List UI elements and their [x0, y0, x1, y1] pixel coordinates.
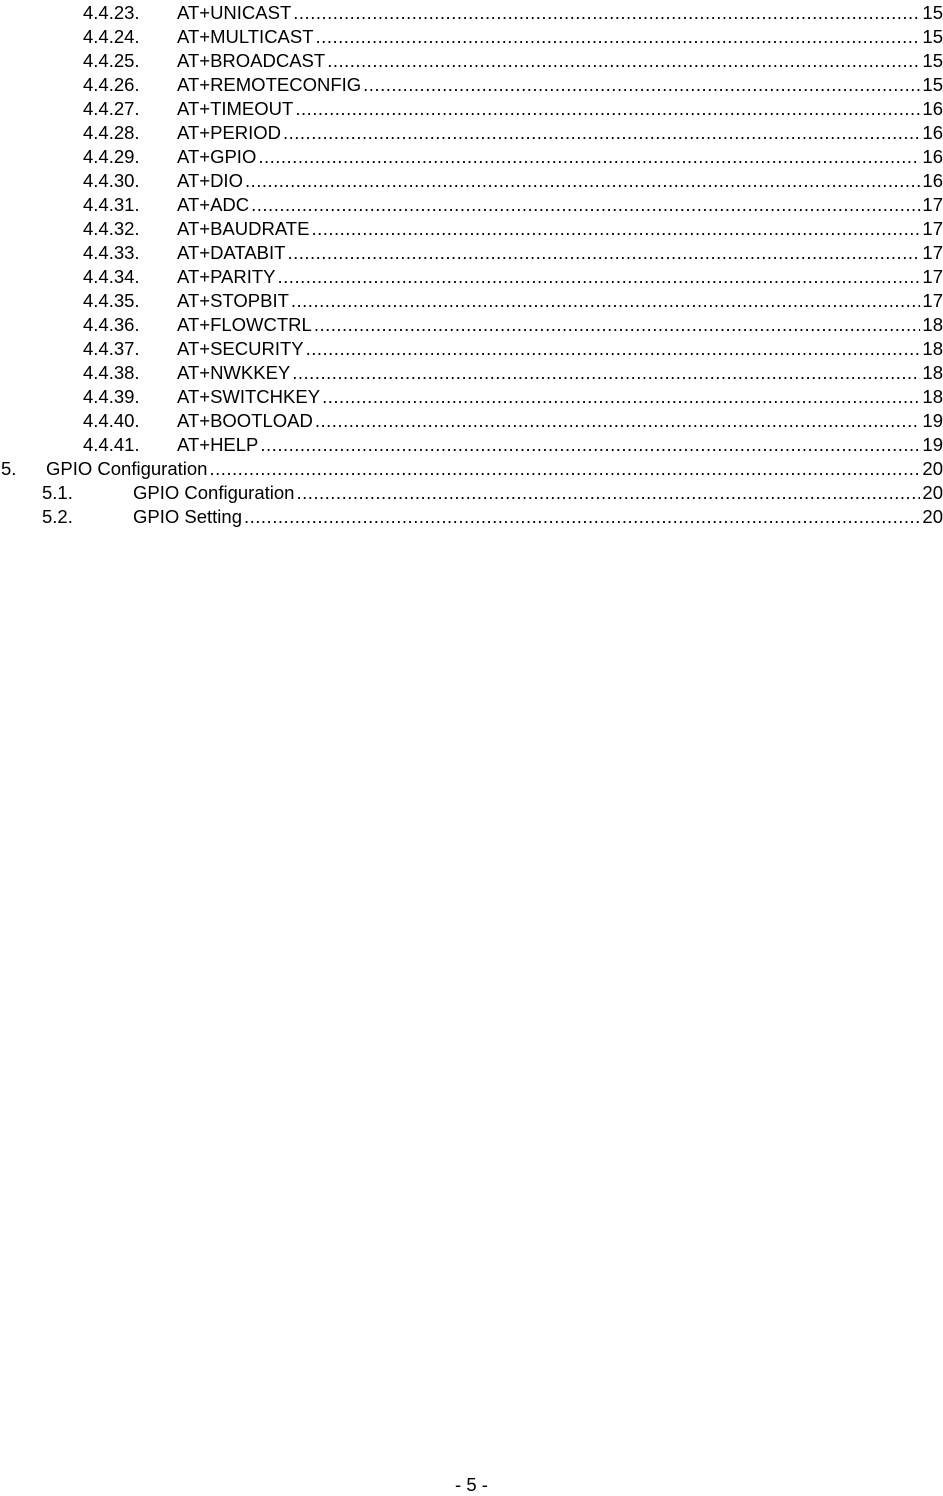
toc-entry-title: AT+PERIOD — [177, 122, 281, 143]
toc-entry-page: 18 — [922, 362, 943, 383]
toc-entry-title: AT+STOPBIT — [177, 290, 289, 311]
toc-entry-line — [177, 50, 943, 72]
toc-entry-line — [133, 482, 943, 504]
toc-entry-line — [177, 362, 943, 384]
toc-entry-page: 17 — [922, 218, 943, 239]
toc-entry-page: 17 — [922, 242, 943, 263]
toc-entry[interactable] — [0, 408, 943, 432]
toc-entry[interactable] — [0, 168, 943, 192]
toc-entry-number: 4.4.26. — [83, 74, 140, 95]
toc-entry-page: 17 — [922, 266, 943, 287]
toc-entry-number: 4.4.37. — [83, 338, 140, 359]
dot-leader — [209, 458, 920, 480]
toc-entry-title: AT+NWKKEY — [177, 362, 291, 383]
toc-entry-title: AT+REMOTECONFIG — [177, 74, 362, 95]
toc-entry-page: 16 — [922, 98, 943, 119]
toc-entry-number: 4.4.32. — [83, 218, 140, 239]
toc-entry-number: 4.4.31. — [83, 194, 140, 215]
toc-entry-line — [177, 170, 943, 192]
toc-entry[interactable] — [0, 480, 943, 504]
toc-entry-number: 4.4.25. — [83, 50, 140, 71]
toc-entry-line — [177, 314, 943, 336]
toc-entry-page: 15 — [922, 26, 943, 47]
toc-entry-number: 4.4.27. — [83, 98, 140, 119]
toc-entry-number: 4.4.40. — [83, 410, 140, 431]
table-of-contents — [0, 0, 943, 528]
dot-leader — [311, 218, 920, 240]
toc-entry-page: 16 — [922, 146, 943, 167]
toc-entry-title: AT+FLOWCTRL — [177, 314, 312, 335]
toc-entry-number: 4.4.41. — [83, 434, 140, 455]
toc-entry-page: 15 — [922, 2, 943, 23]
dot-leader — [322, 386, 920, 408]
dot-leader — [287, 242, 920, 264]
page-number: - 5 - — [455, 1474, 488, 1495]
toc-entry-title: AT+ADC — [177, 194, 250, 215]
toc-entry-page: 20 — [922, 482, 943, 503]
toc-entry-title: AT+HELP — [177, 434, 259, 455]
dot-leader — [251, 194, 920, 216]
toc-entry-page: 18 — [922, 386, 943, 407]
toc-entry-page: 20 — [922, 506, 943, 527]
toc-entry-number: 5.2. — [42, 506, 73, 527]
toc-entry-line — [177, 194, 943, 216]
toc-entry[interactable] — [0, 504, 943, 528]
dot-leader — [314, 314, 921, 336]
toc-entry-number: 4.4.30. — [83, 170, 140, 191]
toc-entry-number: 4.4.29. — [83, 146, 140, 167]
toc-entry[interactable] — [0, 72, 943, 96]
toc-entry-number: 4.4.33. — [83, 242, 140, 263]
dot-leader — [295, 98, 920, 120]
toc-entry-line — [177, 26, 943, 48]
toc-entry-page: 15 — [922, 74, 943, 95]
toc-entry[interactable] — [0, 288, 943, 312]
toc-entry[interactable] — [0, 144, 943, 168]
toc-entry[interactable] — [0, 240, 943, 264]
dot-leader — [283, 122, 920, 144]
dot-leader — [327, 50, 920, 72]
dot-leader — [306, 338, 921, 360]
toc-entry-number: 4.4.38. — [83, 362, 140, 383]
toc-entry-line — [177, 386, 943, 408]
toc-entry-number: 4.4.39. — [83, 386, 140, 407]
toc-entry-line — [177, 410, 943, 432]
toc-entry-line — [177, 434, 943, 456]
toc-entry-number: 4.4.24. — [83, 26, 140, 47]
toc-entry-line — [177, 266, 943, 288]
toc-entry[interactable] — [0, 48, 943, 72]
toc-entry-number: 4.4.36. — [83, 314, 140, 335]
toc-entry[interactable] — [0, 120, 943, 144]
toc-entry[interactable] — [0, 456, 943, 480]
toc-entry-number: 5.1. — [42, 482, 73, 503]
toc-entry-title: AT+BROADCAST — [177, 50, 326, 71]
toc-entry-page: 18 — [922, 338, 943, 359]
toc-entry-title: AT+DIO — [177, 170, 243, 191]
toc-entry-number: 4.4.35. — [83, 290, 140, 311]
toc-entry-page: 17 — [922, 290, 943, 311]
toc-entry-number: 5. — [1, 458, 17, 479]
dot-leader — [315, 410, 921, 432]
dot-leader — [245, 170, 920, 192]
toc-entry-line — [177, 122, 943, 144]
toc-entry-title: AT+PARITY — [177, 266, 276, 287]
toc-entry-line — [177, 146, 943, 168]
dot-leader — [258, 146, 920, 168]
toc-entry[interactable] — [0, 24, 943, 48]
toc-entry-title: AT+DATABIT — [177, 242, 286, 263]
toc-entry[interactable] — [0, 216, 943, 240]
toc-entry-line — [46, 458, 943, 480]
toc-entry-page: 17 — [922, 194, 943, 215]
dot-leader — [260, 434, 920, 456]
toc-entry[interactable] — [0, 432, 943, 456]
toc-entry-title: GPIO Setting — [133, 506, 242, 527]
toc-entry-page: 16 — [922, 122, 943, 143]
dot-leader — [291, 290, 921, 312]
toc-entry-title: AT+GPIO — [177, 146, 257, 167]
toc-entry-title: GPIO Configuration — [46, 458, 208, 479]
toc-entry-title: AT+TIMEOUT — [177, 98, 294, 119]
toc-entry-page: 18 — [922, 314, 943, 335]
toc-entry-line — [177, 338, 943, 360]
dot-leader — [363, 74, 920, 96]
toc-entry-page: 15 — [922, 50, 943, 71]
toc-entry-title: AT+UNICAST — [177, 2, 292, 23]
dot-leader — [292, 362, 920, 384]
toc-entry-number: 4.4.23. — [83, 2, 140, 23]
toc-entry-number: 4.4.28. — [83, 122, 140, 143]
toc-entry-page: 19 — [922, 434, 943, 455]
toc-entry-title: GPIO Configuration — [133, 482, 295, 503]
toc-entry[interactable] — [0, 264, 943, 288]
toc-entry-line — [177, 74, 943, 96]
toc-entry[interactable] — [0, 192, 943, 216]
toc-entry[interactable] — [0, 96, 943, 120]
toc-entry-title: AT+SWITCHKEY — [177, 386, 321, 407]
dot-leader — [316, 26, 921, 48]
toc-entry[interactable] — [0, 312, 943, 336]
toc-entry-title: AT+BAUDRATE — [177, 218, 310, 239]
toc-entry-number: 4.4.34. — [83, 266, 140, 287]
toc-entry-line — [177, 2, 943, 24]
toc-entry-line — [177, 290, 943, 312]
toc-entry-title: AT+BOOTLOAD — [177, 410, 313, 431]
toc-entry[interactable] — [0, 0, 943, 24]
dot-leader — [278, 266, 921, 288]
toc-entry-line — [177, 242, 943, 264]
toc-entry-page: 19 — [922, 410, 943, 431]
toc-entry-line — [177, 98, 943, 120]
toc-entry[interactable] — [0, 336, 943, 360]
dot-leader — [244, 506, 920, 528]
toc-entry-line — [133, 506, 943, 528]
toc-entry-title: AT+SECURITY — [177, 338, 304, 359]
toc-entry-title: AT+MULTICAST — [177, 26, 314, 47]
toc-entry-page: 20 — [922, 458, 943, 479]
dot-leader — [296, 482, 920, 504]
toc-entry[interactable] — [0, 360, 943, 384]
toc-entry-line — [177, 218, 943, 240]
dot-leader — [293, 2, 920, 24]
toc-entry-page: 16 — [922, 170, 943, 191]
toc-entry[interactable] — [0, 384, 943, 408]
